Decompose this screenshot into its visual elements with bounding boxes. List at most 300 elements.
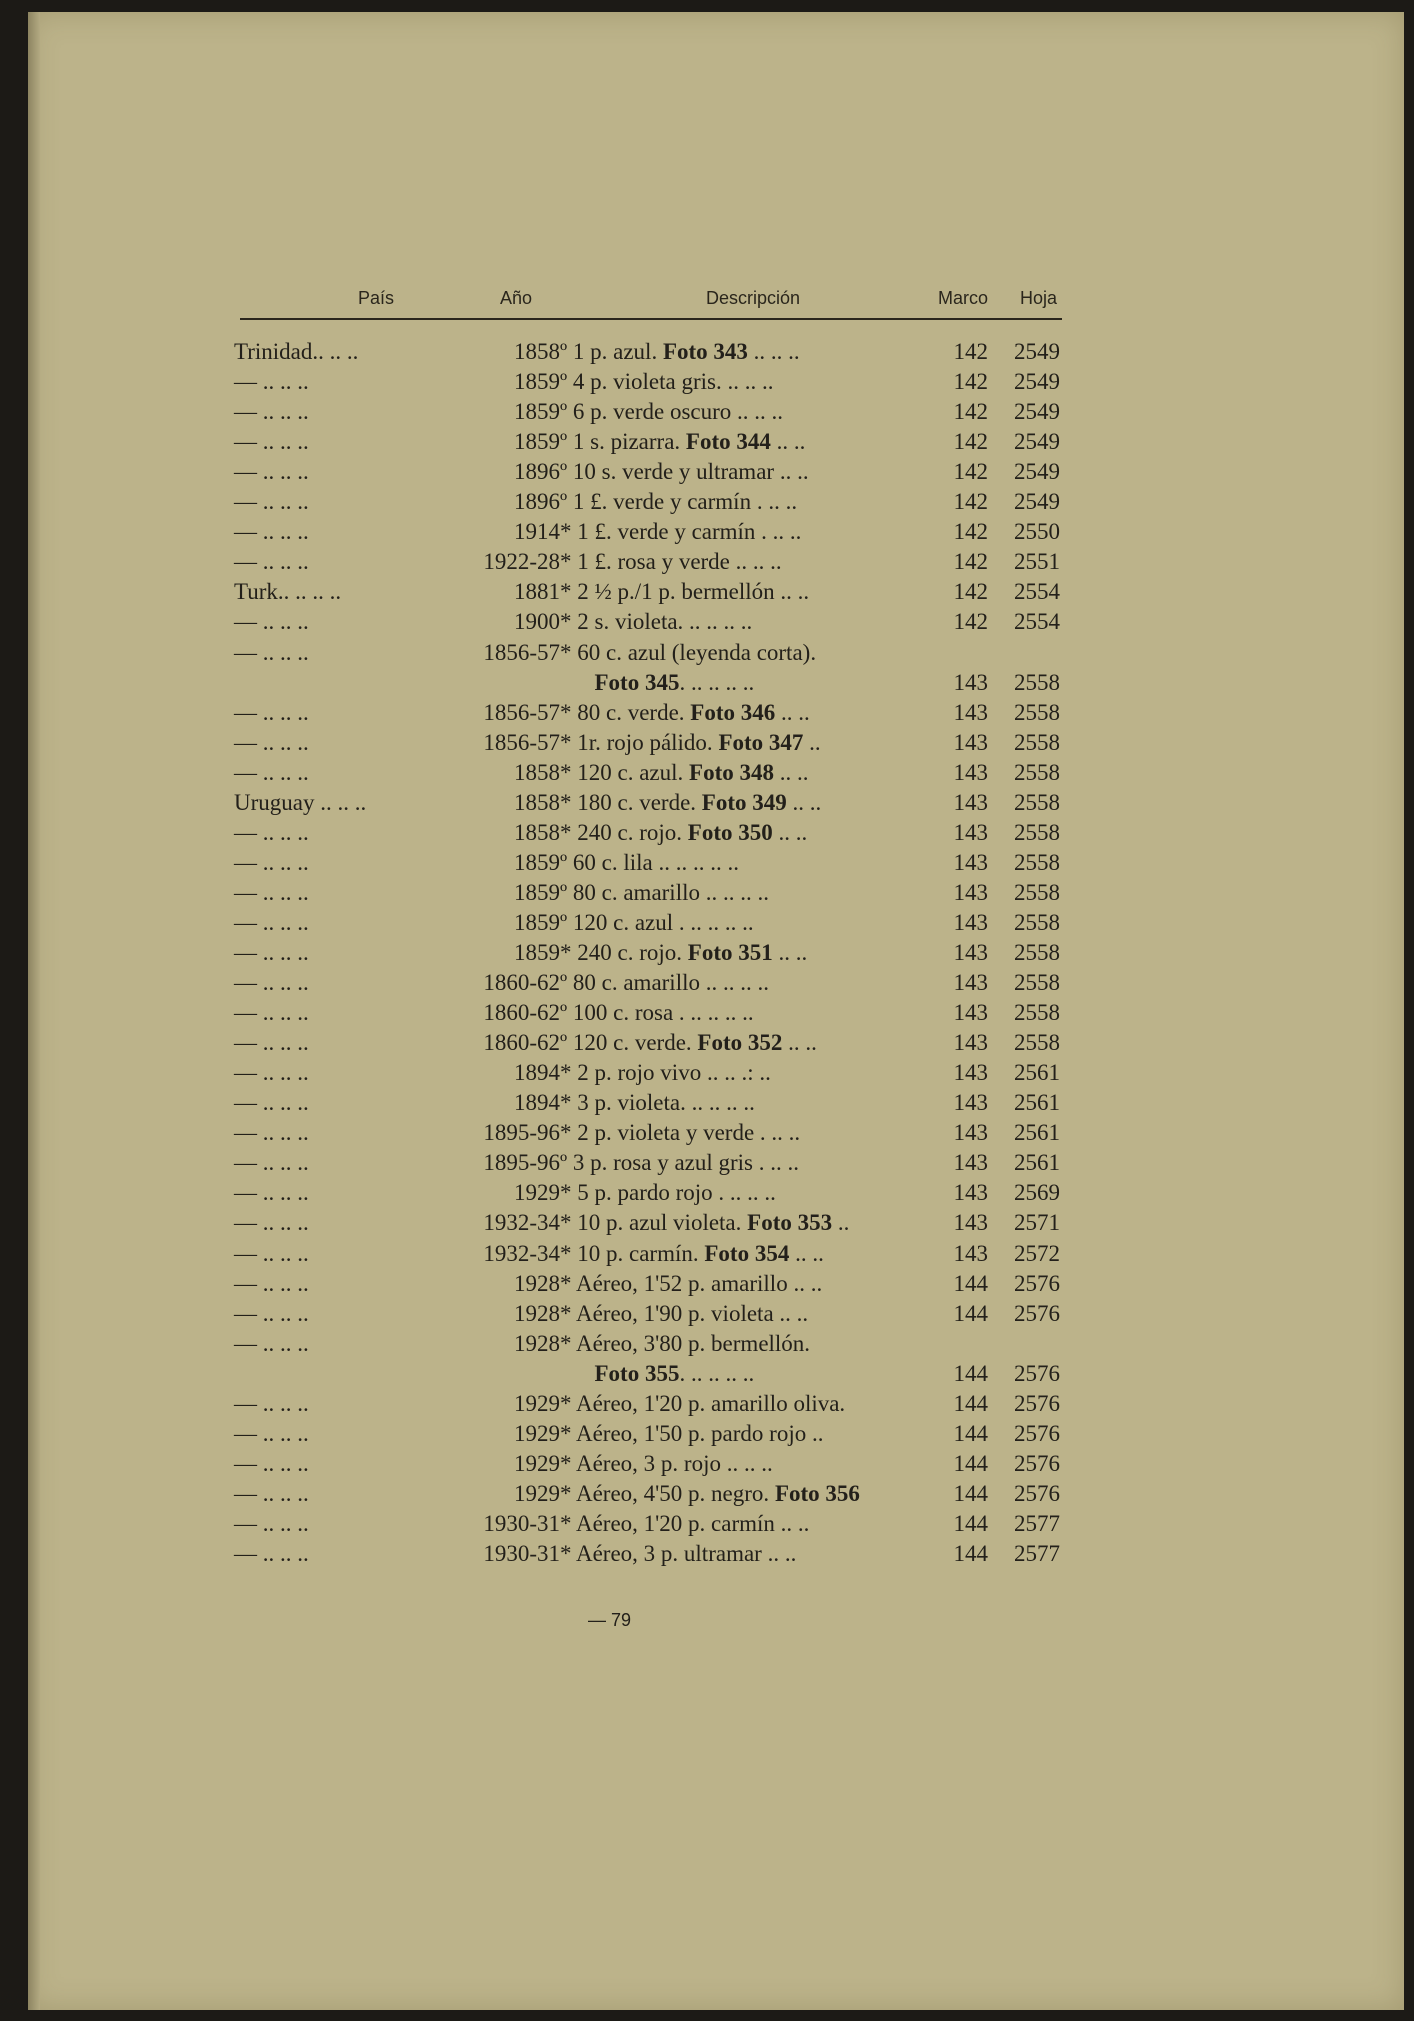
table-row [28, 1359, 1404, 1389]
cell-marco: 143 [953, 819, 988, 845]
cell-hoja: 2576 [1014, 1480, 1060, 1506]
descripcion-text: º 1 p. azul. [560, 339, 663, 364]
cell-descripcion [560, 397, 930, 427]
descripcion-text: º 4 p. violeta gris. .. .. .. [560, 369, 774, 395]
cell-ano: 1860-62 [483, 1030, 560, 1056]
descripcion-text: * Aéreo, 3 p. ultramar .. .. [560, 1541, 797, 1566]
cell-marco: 142 [953, 459, 988, 485]
cell-ano: 1859 [514, 849, 560, 875]
cell-marco: 144 [953, 1360, 988, 1386]
cell-hoja: 2549 [1014, 489, 1060, 515]
cell-ano: 1860-62 [483, 970, 560, 996]
cell-ano: 1914 [514, 519, 560, 545]
descripcion-leader: .. [803, 729, 821, 755]
cell-marco: 142 [953, 369, 988, 395]
cell-ano: 1860-62 [483, 1000, 560, 1026]
cell-descripcion [560, 1389, 930, 1419]
cell-marco: 144 [953, 1300, 988, 1326]
cell-pais: — .. .. .. [234, 1390, 309, 1416]
cell-descripcion [560, 878, 930, 908]
descripcion-text: * 60 c. azul (leyenda corta). [560, 639, 817, 665]
table-header [240, 288, 1062, 320]
cell-ano: 1895-96 [483, 1150, 560, 1176]
cell-hoja: 2561 [1014, 1120, 1060, 1146]
cell-pais: — .. .. .. [234, 1510, 309, 1536]
cell-marco: 143 [953, 879, 988, 905]
cell-descripcion [560, 1449, 930, 1479]
table-row [28, 457, 1404, 487]
descripcion-text: * 120 c. azul. [560, 759, 690, 785]
cell-marco: 144 [953, 1541, 988, 1566]
cell-descripcion [560, 337, 930, 367]
cell-ano: 1928 [514, 1270, 560, 1296]
cell-pais: — .. .. .. [234, 759, 309, 785]
cell-descripcion [560, 1148, 930, 1178]
cell-hoja: 2550 [1014, 519, 1060, 545]
table-row [28, 698, 1404, 728]
descripcion-text: º 10 s. verde y ultramar .. .. [560, 459, 809, 485]
descripcion-text: * 2 p. rojo vivo .. .. .: .. [560, 1060, 771, 1086]
cell-pais: — .. .. .. [234, 940, 309, 965]
cell-marco: 143 [953, 1030, 988, 1056]
cell-ano: 1858 [514, 339, 560, 364]
cell-hoja: 2558 [1014, 1000, 1060, 1026]
cell-descripcion [560, 668, 930, 698]
cell-pais: — .. .. .. [234, 909, 309, 935]
cell-hoja: 2558 [1014, 940, 1060, 965]
descripcion-text: * 240 c. rojo. [560, 940, 688, 965]
cell-pais: — .. .. .. [234, 399, 309, 425]
descripcion-text: * 180 c. verde. [560, 789, 702, 815]
cell-hoja: 2549 [1014, 459, 1060, 485]
table-row [28, 758, 1404, 788]
foto-reference: Foto 344 [685, 429, 771, 455]
cell-pais: — .. .. .. [234, 1210, 309, 1236]
table-row [28, 728, 1404, 758]
table-row [28, 487, 1404, 517]
foto-reference: Foto 351 [687, 940, 773, 965]
foto-reference: Foto 347 [718, 729, 804, 755]
descripcion-leader: .. [832, 1210, 850, 1236]
table-row [28, 607, 1404, 637]
cell-ano: 1930-31 [483, 1510, 560, 1536]
cell-descripcion [560, 427, 930, 457]
cell-pais: — .. .. .. [234, 1180, 309, 1206]
cell-ano: 1859 [514, 399, 560, 425]
cell-pais: — .. .. .. [234, 1120, 309, 1146]
cell-pais: — .. .. .. [234, 879, 309, 905]
descripcion-text: * 1 £. verde y carmín . .. .. [560, 519, 802, 545]
cell-descripcion [560, 1509, 930, 1539]
cell-marco: 143 [953, 970, 988, 996]
page-number: — 79 [588, 1610, 632, 1630]
cell-hoja: 2558 [1014, 819, 1060, 845]
cell-descripcion [560, 1028, 930, 1058]
descripcion-text: * 3 p. violeta. .. .. .. .. [560, 1090, 755, 1116]
table-row [28, 1419, 1404, 1449]
table-row [28, 1299, 1404, 1329]
table-row [28, 337, 1404, 367]
cell-hoja: 2558 [1014, 909, 1060, 935]
descripcion-leader: .. .. [789, 1240, 824, 1266]
table-row [28, 1208, 1404, 1238]
cell-ano: 1894 [514, 1090, 560, 1116]
cell-pais: — .. .. .. [234, 1450, 309, 1476]
cell-ano: 1859 [514, 909, 560, 935]
cell-marco: 143 [953, 940, 988, 965]
cell-marco: 143 [953, 849, 988, 875]
cell-marco: 143 [953, 1180, 988, 1206]
cell-pais: Turk.. .. .. .. [234, 579, 342, 605]
cell-ano: 1900 [514, 609, 560, 635]
table-row [28, 1389, 1404, 1419]
cell-descripcion [560, 788, 930, 818]
cell-hoja: 2576 [1014, 1270, 1060, 1296]
cell-ano: 1929 [514, 1180, 560, 1206]
cell-hoja: 2577 [1014, 1541, 1060, 1566]
cell-pais: — .. .. .. [234, 369, 309, 395]
foto-reference: Foto 343 [662, 339, 748, 364]
cell-marco: 144 [953, 1270, 988, 1296]
cell-marco: 144 [953, 1420, 988, 1446]
cell-hoja: 2549 [1014, 339, 1060, 364]
cell-marco: 142 [953, 429, 988, 455]
cell-hoja: 2561 [1014, 1090, 1060, 1116]
cell-hoja: 2561 [1014, 1060, 1060, 1086]
page [28, 12, 1404, 2010]
cell-descripcion [560, 818, 930, 848]
cell-pais: — .. .. .. [234, 639, 309, 665]
cell-marco: 143 [953, 1240, 988, 1266]
descripcion-leader: . .. .. .. .. [679, 1360, 755, 1386]
cell-descripcion [560, 1479, 930, 1509]
cell-ano: 1928 [514, 1300, 560, 1326]
cell-ano: 1895-96 [483, 1120, 560, 1146]
descripcion-text: * 10 p. azul violeta. [560, 1210, 748, 1236]
table-row [28, 577, 1404, 607]
descripcion-text: * Aéreo, 1'50 p. pardo rojo .. [560, 1420, 824, 1446]
cell-hoja: 2549 [1014, 399, 1060, 425]
table-row [28, 427, 1404, 457]
cell-hoja: 2558 [1014, 729, 1060, 755]
cell-marco: 142 [953, 549, 988, 575]
descripcion-text: * 5 p. pardo rojo . .. .. .. [560, 1180, 776, 1206]
header-hoja: Hoja [1020, 288, 1058, 308]
cell-pais: — .. .. .. [234, 819, 309, 845]
foto-reference: Foto 345 [594, 669, 680, 695]
cell-ano: 1930-31 [483, 1541, 560, 1566]
cell-ano: 1858 [514, 759, 560, 785]
cell-marco: 142 [953, 489, 988, 515]
cell-pais: — .. .. .. [234, 1030, 309, 1056]
table-row [28, 818, 1404, 848]
header-pais: País [358, 288, 395, 308]
cell-ano: 1929 [514, 1480, 560, 1506]
cell-pais: — .. .. .. [234, 699, 309, 725]
cell-hoja: 2571 [1014, 1210, 1060, 1236]
header-marco: Marco [938, 288, 989, 308]
cell-descripcion [560, 367, 930, 397]
cell-descripcion [560, 968, 930, 998]
cell-descripcion [560, 1239, 930, 1269]
table-row [28, 1329, 1404, 1359]
table-row [28, 968, 1404, 998]
table-row [28, 1509, 1404, 1539]
cell-ano: 1929 [514, 1390, 560, 1416]
table-row [28, 1539, 1404, 1569]
cell-hoja: 2558 [1014, 669, 1060, 695]
cell-hoja: 2558 [1014, 789, 1060, 815]
descripcion-text: * 1r. rojo pálido. [560, 729, 719, 755]
cell-pais: — .. .. .. [234, 1300, 309, 1326]
descripcion-text: º 80 c. amarillo .. .. .. .. [560, 970, 769, 996]
cell-ano: 1881 [514, 579, 560, 605]
cell-ano: 1859 [514, 940, 560, 965]
cell-marco: 143 [953, 699, 988, 725]
cell-ano: 1929 [514, 1420, 560, 1446]
cell-ano: 1858 [514, 789, 560, 815]
cell-hoja: 2569 [1014, 1180, 1060, 1206]
cell-hoja: 2558 [1014, 879, 1060, 905]
cell-marco: 144 [953, 1480, 988, 1506]
cell-descripcion [560, 1299, 930, 1329]
foto-reference: Foto 349 [701, 789, 787, 815]
cell-hoja: 2551 [1014, 549, 1060, 575]
cell-hoja: 2549 [1014, 429, 1060, 455]
descripcion-text: º 1 s. pizarra. [560, 429, 686, 455]
table-row [28, 998, 1404, 1028]
cell-hoja: 2558 [1014, 970, 1060, 996]
descripcion-leader: .. .. [772, 940, 808, 965]
descripcion-text: º 1 £. verde y carmín . .. .. [560, 489, 798, 515]
descripcion-leader: .. .. [773, 759, 809, 785]
cell-descripcion [560, 1208, 930, 1238]
descripcion-text: º 120 c. azul . .. .. .. .. [560, 909, 754, 935]
cell-descripcion [560, 547, 930, 577]
cell-descripcion [560, 577, 930, 607]
cell-descripcion [560, 1539, 930, 1569]
cell-marco: 144 [953, 1450, 988, 1476]
cell-descripcion [560, 1269, 930, 1299]
cell-descripcion [560, 998, 930, 1028]
descripcion-text: * Aéreo, 1'20 p. carmín .. .. [560, 1510, 810, 1536]
cell-marco: 143 [953, 1210, 988, 1236]
cell-hoja: 2576 [1014, 1450, 1060, 1476]
cell-pais: — .. .. .. [234, 489, 309, 515]
cell-pais: — .. .. .. [234, 970, 309, 996]
cell-marco: 143 [953, 909, 988, 935]
table-row [28, 938, 1404, 968]
cell-marco: 143 [953, 729, 988, 755]
foto-reference: Foto 355 [594, 1360, 680, 1386]
cell-descripcion [560, 1118, 930, 1148]
table-row [28, 1058, 1404, 1088]
cell-pais: — .. .. .. [234, 609, 309, 635]
cell-ano: 1896 [514, 489, 560, 515]
cell-pais: — .. .. .. [234, 1000, 309, 1026]
cell-ano: 1896 [514, 459, 560, 485]
table-row [28, 878, 1404, 908]
cell-pais: — .. .. .. [234, 849, 309, 875]
cell-marco: 142 [953, 609, 988, 635]
cell-ano: 1928 [514, 1330, 560, 1356]
table-row [28, 1088, 1404, 1118]
foto-reference: Foto 346 [690, 699, 776, 725]
descripcion-text: * 10 p. carmín. [560, 1240, 705, 1266]
cell-descripcion [560, 938, 930, 968]
cell-marco: 143 [953, 1000, 988, 1026]
cell-marco: 143 [953, 789, 988, 815]
cell-pais: — .. .. .. [234, 1270, 309, 1296]
descripcion-text: º 100 c. rosa . .. .. .. .. [560, 1000, 754, 1026]
descripcion-leader: .. .. [775, 699, 810, 725]
cell-marco: 142 [953, 579, 988, 605]
cell-hoja: 2576 [1014, 1390, 1060, 1416]
descripcion-text [560, 670, 595, 695]
table-row [28, 1239, 1404, 1269]
descripcion-text: * Aéreo, 1'52 p. amarillo .. .. [560, 1270, 823, 1296]
cell-descripcion [560, 698, 930, 728]
table-row [28, 397, 1404, 427]
table-row [28, 1178, 1404, 1208]
descripcion-text: * Aéreo, 1'90 p. violeta .. .. [560, 1300, 809, 1326]
foto-reference: Foto 352 [697, 1030, 783, 1056]
cell-marco: 143 [953, 1090, 988, 1116]
descripcion-text: º 80 c. amarillo .. .. .. .. [560, 879, 769, 905]
descripcion-text: * Aéreo, 4'50 p. negro. [560, 1480, 775, 1506]
cell-pais: — .. .. .. [234, 1420, 309, 1446]
foto-reference: Foto 356 [774, 1480, 860, 1506]
cell-hoja: 2554 [1014, 579, 1060, 605]
cell-hoja: 2549 [1014, 369, 1060, 395]
descripcion-text: * Aéreo, 3'80 p. bermellón. [560, 1330, 811, 1356]
descripcion-text: * 80 c. verde. [560, 699, 691, 725]
cell-pais: — .. .. .. [234, 1060, 309, 1086]
table-row [28, 1479, 1404, 1509]
cell-pais: — .. .. .. [234, 519, 309, 545]
cell-ano: 1858 [514, 819, 560, 845]
cell-marco: 143 [953, 759, 988, 785]
cell-marco: 142 [953, 399, 988, 425]
cell-hoja: 2576 [1014, 1420, 1060, 1446]
table-row [28, 547, 1404, 577]
cell-marco: 142 [953, 339, 988, 364]
cell-hoja: 2577 [1014, 1510, 1060, 1536]
cell-descripcion [560, 1058, 930, 1088]
descripcion-text [560, 1361, 595, 1386]
foto-reference: Foto 350 [687, 819, 773, 845]
descripcion-text: * Aéreo, 1'20 p. amarillo oliva. [560, 1390, 846, 1416]
cell-hoja: 2572 [1014, 1240, 1060, 1266]
table-row [28, 638, 1404, 668]
table-row [28, 788, 1404, 818]
cell-descripcion [560, 758, 930, 788]
cell-pais: Uruguay .. .. .. [234, 789, 367, 815]
table-row [28, 1028, 1404, 1058]
table-row [28, 1118, 1404, 1148]
cell-descripcion [560, 1419, 930, 1449]
descripcion-leader: .. .. [770, 429, 806, 455]
descripcion-text: * 2 ½ p./1 p. bermellón .. .. [560, 579, 810, 605]
cell-descripcion [560, 487, 930, 517]
cell-descripcion [560, 1088, 930, 1118]
descripcion-text: * 2 s. violeta. .. .. .. .. [560, 609, 753, 635]
table-row [28, 908, 1404, 938]
descripcion-leader: .. .. [782, 1030, 817, 1056]
cell-descripcion [560, 607, 930, 637]
cell-hoja: 2558 [1014, 1030, 1060, 1056]
cell-marco: 143 [953, 669, 988, 695]
cell-ano: 1856-57 [483, 729, 560, 755]
cell-pais: — .. .. .. [234, 1090, 309, 1116]
cell-ano: 1922-28 [483, 549, 560, 575]
cell-ano: 1929 [514, 1450, 560, 1476]
cell-hoja: 2558 [1014, 759, 1060, 785]
cell-ano: 1856-57 [483, 639, 560, 665]
header-descripcion: Descripción [706, 288, 801, 308]
cell-descripcion [560, 728, 930, 758]
cell-hoja: 2554 [1014, 609, 1060, 635]
cell-descripcion [560, 1359, 930, 1389]
descripcion-text: * 2 p. violeta y verde . .. .. [560, 1120, 801, 1146]
descripcion-leader: .. .. .. [747, 339, 800, 364]
cell-pais: — .. .. .. [234, 429, 309, 455]
cell-pais: — .. .. .. [234, 1150, 309, 1176]
cell-pais: Trinidad.. .. .. [234, 339, 359, 364]
cell-marco: 144 [953, 1510, 988, 1536]
descripcion-text: º 60 c. lila .. .. .. .. .. [560, 849, 739, 875]
table-row [28, 668, 1404, 698]
cell-descripcion [560, 1329, 930, 1359]
cell-hoja: 2576 [1014, 1300, 1060, 1326]
cell-descripcion [560, 457, 930, 487]
cell-marco: 144 [953, 1390, 988, 1416]
cell-pais: — .. .. .. [234, 729, 309, 755]
cell-pais: — .. .. .. [234, 1480, 309, 1506]
cell-descripcion [560, 848, 930, 878]
cell-descripcion [560, 908, 930, 938]
cell-hoja: 2558 [1014, 849, 1060, 875]
cell-pais: — .. .. .. [234, 1541, 309, 1566]
cell-ano: 1856-57 [483, 699, 560, 725]
table-row [28, 1269, 1404, 1299]
descripcion-leader: . .. .. .. .. [679, 669, 755, 695]
descripcion-text: º 6 p. verde oscuro .. .. .. [560, 399, 784, 425]
cell-pais: — .. .. .. [234, 459, 309, 485]
cell-ano: 1932-34 [483, 1210, 560, 1236]
descripcion-leader: .. .. [786, 789, 822, 815]
foto-reference: Foto 353 [747, 1210, 833, 1236]
descripcion-text: * Aéreo, 3 p. rojo .. .. .. [560, 1450, 773, 1476]
cell-marco: 143 [953, 1150, 988, 1176]
cell-descripcion [560, 1178, 930, 1208]
foto-reference: Foto 354 [704, 1240, 790, 1266]
cell-hoja: 2576 [1014, 1360, 1060, 1386]
cell-pais: — .. .. .. [234, 549, 309, 575]
descripcion-text: * 240 c. rojo. [560, 819, 688, 845]
cell-descripcion [560, 638, 930, 668]
cell-marco: 143 [953, 1060, 988, 1086]
cell-hoja: 2558 [1014, 699, 1060, 725]
descripcion-leader: .. .. [772, 819, 808, 845]
table-row [28, 1148, 1404, 1178]
cell-ano: 1859 [514, 369, 560, 395]
table-row [28, 848, 1404, 878]
cell-pais: — .. .. .. [234, 1330, 309, 1356]
cell-marco: 142 [953, 519, 988, 545]
cell-hoja: 2561 [1014, 1150, 1060, 1176]
descripcion-text: º 3 p. rosa y azul gris . .. .. [560, 1150, 800, 1176]
